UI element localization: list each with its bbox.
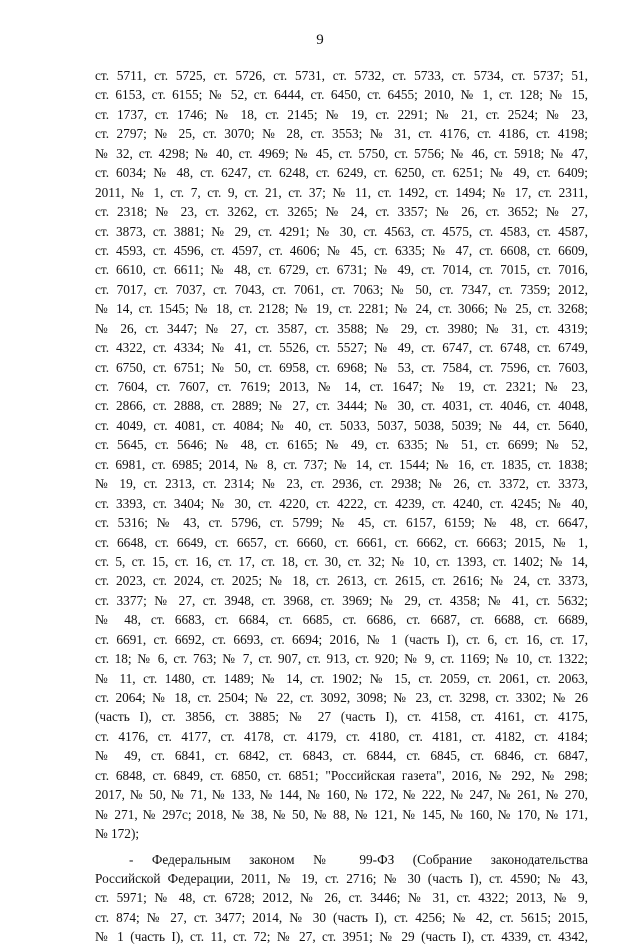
text-line: ст. 3393, ст. 3404; № 30, ст. 4220, ст. 4222, ст. 4239, ст. 4240, ст. 4245; № 40, — [95, 495, 588, 511]
text-line: № 49, ст. 6841, ст. 6842, ст. 6843, ст. 6844, ст. 6845, ст. 6846, ст. 6847, — [95, 748, 588, 764]
text-line: № 26, ст. 3447; № 27, ст. 3587, ст. 3588; № 29, ст. 3980; № 31, ст. 4319; — [95, 320, 588, 336]
text-line: 2011, № 1, ст. 7, ст. 9, ст. 21, ст. 37; № 11, ст. 1492, ст. 1494; № 17, ст. 2311, — [95, 184, 588, 200]
page-number: 9 — [316, 32, 324, 48]
text-line: ст. 5711, ст. 5725, ст. 5726, ст. 5731, ст. 5732, ст. 5733, ст. 5734, ст. 5737; 51, — [95, 68, 588, 83]
text-line: 2017, № 50, № 71, № 133, № 144, № 160, № 172, № 222, № 247, № 261, № 270, — [95, 787, 588, 803]
text-line: № 48, ст. 6683, ст. 6684, ст. 6685, ст. 6686, ст. 6687, ст. 6688, ст. 6689, — [95, 612, 588, 628]
text-line: № 14, ст. 1545; № 18, ст. 2128; № 19, ст. 2281; № 24, ст. 3066; № 25, ст. 3268; — [95, 301, 588, 317]
text-line: ст. 6153, ст. 6155; № 52, ст. 6444, ст. 6450, ст. 6455; 2010, № 1, ст. 128; № 15, — [95, 87, 588, 103]
text-line: ст. 5, ст. 15, ст. 16, ст. 17, ст. 18, ст. 30, ст. 32; № 10, ст. 1393, ст. 1402; № 14, — [95, 553, 588, 569]
text-line: - Федеральным законом № 99-ФЗ (Собрание законодательства — [129, 851, 588, 867]
text-line: № 1 (часть I), ст. 11, ст. 72; № 27, ст. 3951; № 29 (часть I), ст. 4339, ст. 4342, — [95, 929, 588, 945]
text-line: ст. 2866, ст. 2888, ст. 2889; № 27, ст. 3444; № 30, ст. 4031, ст. 4046, ст. 4048, — [95, 398, 588, 414]
text-line: ст. 6648, ст. 6649, ст. 6657, ст. 6660, ст. 6661, ст. 6662, ст. 6663; 2015, № 1, — [95, 534, 588, 550]
document-body — [95, 66, 588, 947]
text-line: № 11, ст. 1480, ст. 1489; № 14, ст. 1902; № 15, ст. 2059, ст. 2061, ст. 2063, — [95, 670, 588, 686]
text-line: ст. 6034; № 48, ст. 6247, ст. 6248, ст. 6249, ст. 6250, ст. 6251; № 49, ст. 6409; — [95, 165, 588, 181]
text-line: № 32, ст. 4298; № 40, ст. 4969; № 45, ст. 5750, ст. 5756; № 46, ст. 5918; № 47, — [95, 145, 588, 161]
text-line: ст. 5645, ст. 5646; № 48, ст. 6165; № 49, ст. 6335; № 51, ст. 6699; № 52, — [95, 437, 588, 453]
text-line: ст. 5971; № 48, ст. 6728; 2012, № 26, ст. 3446; № 31, ст. 4322; 2013, № 9, — [95, 890, 588, 906]
text-line: ст. 1737, ст. 1746; № 18, ст. 2145; № 19, ст. 2291; № 21, ст. 2524; № 23, — [95, 106, 588, 122]
text-line: ст. 3377; № 27, ст. 3948, ст. 3968, ст. 3969; № 29, ст. 4358; № 41, ст. 5632; — [95, 592, 588, 608]
text-line: ст. 2318; № 23, ст. 3262, ст. 3265; № 24, ст. 3357; № 26, ст. 3652; № 27, — [95, 204, 588, 220]
text-line: ст. 4322, ст. 4334; № 41, ст. 5526, ст. 5527; № 49, ст. 6747, ст. 6748, ст. 6749, — [95, 340, 588, 356]
text-line: ст. 7017, ст. 7037, ст. 7043, ст. 7061, ст. 7063; № 50, ст. 7347, ст. 7359; 2012, — [95, 281, 588, 297]
text-line: (часть I), ст. 3856, ст. 3885; № 27 (часть I), ст. 4158, ст. 4161, ст. 4175, — [95, 709, 588, 725]
text-line: ст. 6750, ст. 6751; № 50, ст. 6958, ст. 6968; № 53, ст. 7584, ст. 7596, ст. 7603, — [95, 359, 588, 375]
text-line: ст. 6610, ст. 6611; № 48, ст. 6729, ст. 6731; № 49, ст. 7014, ст. 7015, ст. 7016, — [95, 262, 588, 278]
text-line: ст. 6691, ст. 6692, ст. 6693, ст. 6694; 2016, № 1 (часть I), ст. 6, ст. 16, ст. 17, — [95, 631, 588, 647]
text-line: Российской Федерации, 2011, № 19, ст. 2716; № 30 (часть I), ст. 4590; № 43, — [95, 870, 588, 886]
text-line: ст. 3873, ст. 3881; № 29, ст. 4291; № 30, ст. 4563, ст. 4575, ст. 4583, ст. 4587, — [95, 223, 588, 239]
paragraph — [95, 66, 588, 844]
text-line: ст. 2797; № 25, ст. 3070; № 28, ст. 3553; № 31, ст. 4176, ст. 4186, ст. 4198; — [95, 126, 588, 142]
text-line: № 271, № 297с; 2018, № 38, № 50, № 88, № 121, № 145, № 160, № 170, № 171, — [95, 806, 588, 822]
text-line: ст. 4049, ст. 4081, ст. 4084; № 40, ст. 5033, 5037, 5038, 5039; № 44, ст. 5640, — [95, 417, 588, 433]
text-line: ст. 4593, ст. 4596, ст. 4597, ст. 4606; № 45, ст. 6335; № 47, ст. 6608, ст. 6609, — [95, 242, 588, 258]
text-line: ст. 6981, ст. 6985; 2014, № 8, ст. 737; № 14, ст. 1544; № 16, ст. 1835, ст. 1838; — [95, 456, 588, 472]
text-line: ст. 6848, ст. 6849, ст. 6850, ст. 6851; "Российская газета", 2016, № 292, № 298; — [95, 767, 588, 783]
text-line: ст. 4176, ст. 4177, ст. 4178, ст. 4179, ст. 4180, ст. 4181, ст. 4182, ст. 4184; — [95, 728, 588, 744]
text-line: ст. 874; № 27, ст. 3477; 2014, № 30 (часть I), ст. 4256; № 42, ст. 5615; 2015, — [95, 909, 588, 925]
text-line: № 172); — [95, 826, 140, 842]
paragraph — [95, 850, 588, 947]
text-line: ст. 2064; № 18, ст. 2504; № 22, ст. 3092, 3098; № 23, ст. 3298, ст. 3302; № 26 — [95, 690, 588, 705]
text-line: ст. 18; № 6, ст. 763; № 7, ст. 907, ст. 913, ст. 920; № 9, ст. 1169; № 10, ст. 1322; — [95, 651, 588, 667]
text-line: ст. 2023, ст. 2024, ст. 2025; № 18, ст. 2613, ст. 2615, ст. 2616; № 24, ст. 3373, — [95, 573, 588, 589]
text-line: ст. 5316; № 43, ст. 5796, ст. 5799; № 45, ст. 6157, 6159; № 48, ст. 6647, — [95, 515, 588, 531]
text-line: ст. 7604, ст. 7607, ст. 7619; 2013, № 14, ст. 1647; № 19, ст. 2321; № 23, — [95, 379, 588, 394]
text-line: № 19, ст. 2313, ст. 2314; № 23, ст. 2936, ст. 2938; № 26, ст. 3372, ст. 3373, — [95, 476, 588, 492]
